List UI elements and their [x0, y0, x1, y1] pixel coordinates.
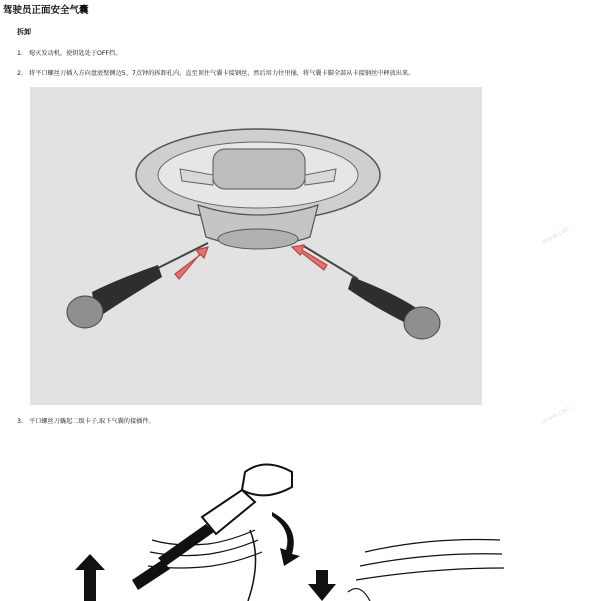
step-item — [17, 68, 414, 77]
section-heading: 拆卸 — [17, 28, 31, 36]
connector-pry-illustration — [30, 442, 575, 601]
step-text: 熄灭发动机，使钥匙处于OFF挡。 — [29, 50, 122, 57]
step-number: 1. — [17, 50, 23, 57]
step-text: 将平口螺丝刀插入方向盘底壁侧边5、7点钟的拆卸孔内，直至顶住气囊卡接钢丝，然后用力往里捅，将气囊卡脚全部从卡接钢丝中释放出来。 — [29, 70, 415, 77]
step-number: 3. — [17, 418, 23, 425]
step-text: 平口螺丝刀撬起二级卡子,取下气囊的接插件。 — [29, 418, 155, 425]
step-number: 2. — [17, 70, 23, 77]
steering-wheel-removal-illustration — [30, 87, 482, 405]
step-item — [17, 416, 155, 425]
page-title: 驾驶员正面安全气囊 — [3, 5, 89, 16]
step-item — [17, 48, 121, 57]
